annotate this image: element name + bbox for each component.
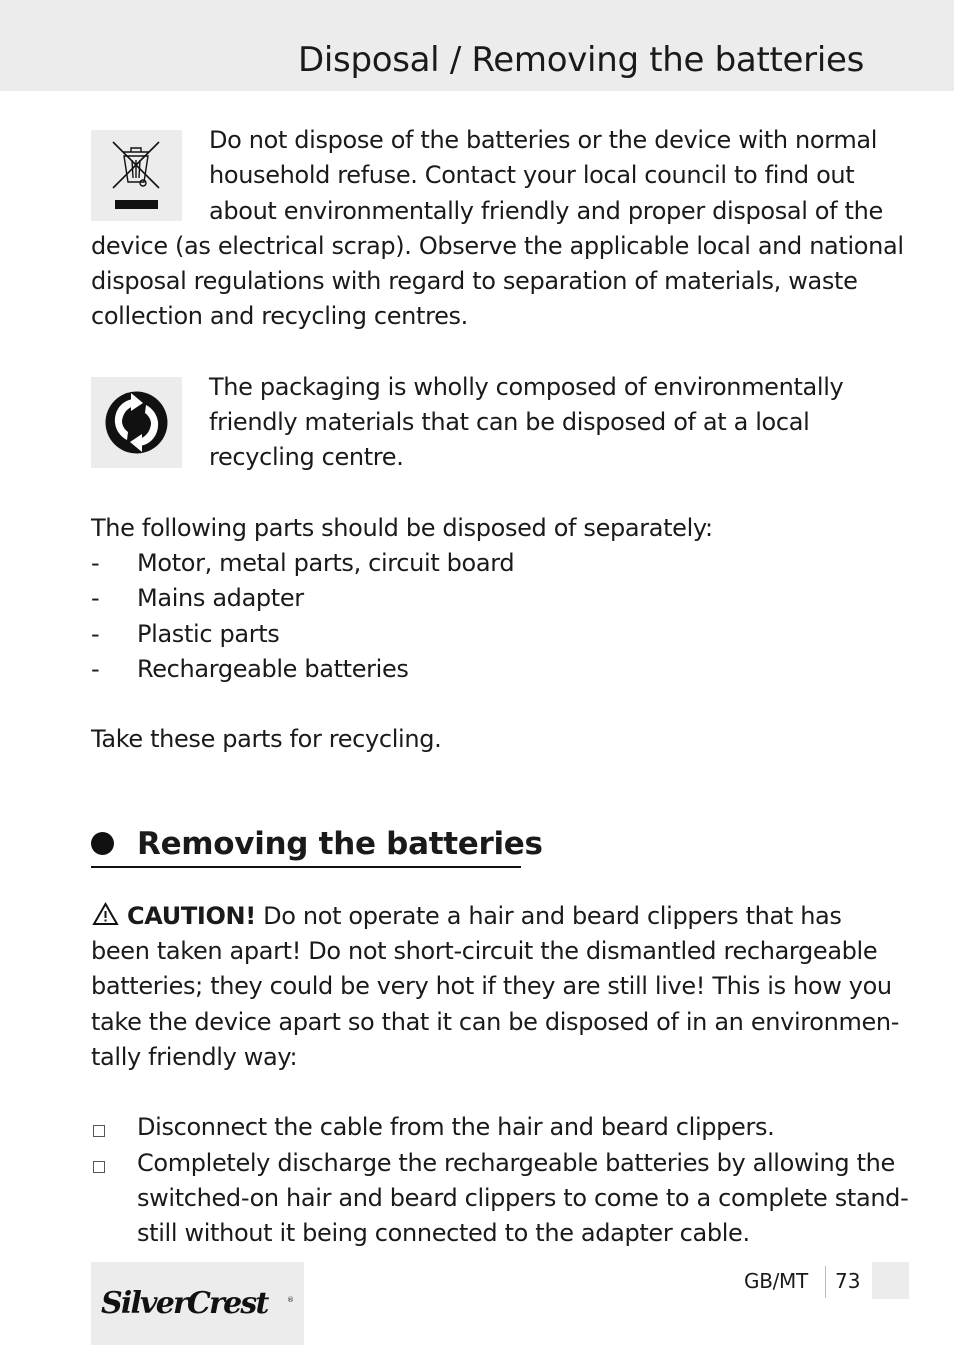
- section-heading: Removing the batteries: [137, 826, 543, 862]
- packaging-text-line: recycling centre.: [209, 443, 404, 471]
- caution-text: Do not operate a hair and beard clippers that has: [255, 902, 842, 930]
- disposal-text-line: about environmentally friendly and proper disposal of the: [209, 197, 883, 225]
- green-dot-recycling-icon: [91, 377, 182, 468]
- caution-line: batteries; they could be very hot if they are still live! This is how you: [91, 972, 892, 1000]
- caution-line: tally friendly way:: [91, 1043, 298, 1071]
- caution-line: take the device apart so that it can be disposed of in an environmen-: [91, 1008, 900, 1036]
- step-text-line: still without it being connected to the adapter cable.: [137, 1219, 750, 1247]
- step-checkbox-icon: [93, 1125, 105, 1137]
- list-item: Rechargeable batteries: [137, 655, 409, 683]
- parts-intro: The following parts should be disposed of separately:: [91, 514, 713, 542]
- step-text-line: Completely discharge the rechargeable batteries by allowing the: [137, 1149, 895, 1177]
- page-number: 73: [835, 1269, 861, 1293]
- brand-logo: SilverCrest: [101, 1286, 268, 1321]
- caution-label: CAUTION!: [127, 902, 256, 930]
- step-checkbox-icon: [93, 1161, 105, 1173]
- list-dash: -: [91, 584, 100, 612]
- section-underline: [91, 866, 521, 868]
- list-dash: -: [91, 549, 100, 577]
- list-item: Mains adapter: [137, 584, 304, 612]
- brand-registered-mark: ®: [287, 1296, 294, 1304]
- locale-label: GB/MT: [744, 1269, 808, 1293]
- packaging-icon-box: [91, 377, 182, 468]
- crossed-out-wheelie-bin-icon: [91, 130, 182, 221]
- page-tab-marker: [872, 1262, 909, 1299]
- step-text-line: switched-on hair and beard clippers to come to a complete stand-: [137, 1184, 909, 1212]
- list-item: Plastic parts: [137, 620, 280, 648]
- disposal-icon-box: [91, 130, 182, 221]
- disposal-text-line: disposal regulations with regard to separation of materials, waste: [91, 267, 858, 295]
- disposal-text-line: collection and recycling centres.: [91, 302, 468, 330]
- warning-triangle-icon: [92, 902, 119, 926]
- packaging-text-line: friendly materials that can be disposed of at a local: [209, 408, 810, 436]
- parts-outro: Take these parts for recycling.: [91, 725, 442, 753]
- caution-line: [127, 899, 842, 934]
- page-header: [0, 0, 954, 91]
- section-bullet-icon: [91, 832, 114, 855]
- list-dash: -: [91, 655, 100, 683]
- disposal-text-line: household refuse. Contact your local council to find out: [209, 161, 855, 189]
- disposal-text-line: Do not dispose of the batteries or the device with normal: [209, 126, 878, 154]
- footer-divider: [825, 1266, 826, 1298]
- caution-line: been taken apart! Do not short-circuit the dismantled rechargeable: [91, 937, 878, 965]
- packaging-text-line: The packaging is wholly composed of environmentally: [209, 373, 844, 401]
- disposal-text-line: device (as electrical scrap). Observe the applicable local and national: [91, 232, 904, 260]
- list-dash: -: [91, 620, 100, 648]
- step-text-line: Disconnect the cable from the hair and beard clippers.: [137, 1113, 775, 1141]
- list-item: Motor, metal parts, circuit board: [137, 549, 515, 577]
- page-title: Disposal / Removing the batteries: [298, 40, 864, 80]
